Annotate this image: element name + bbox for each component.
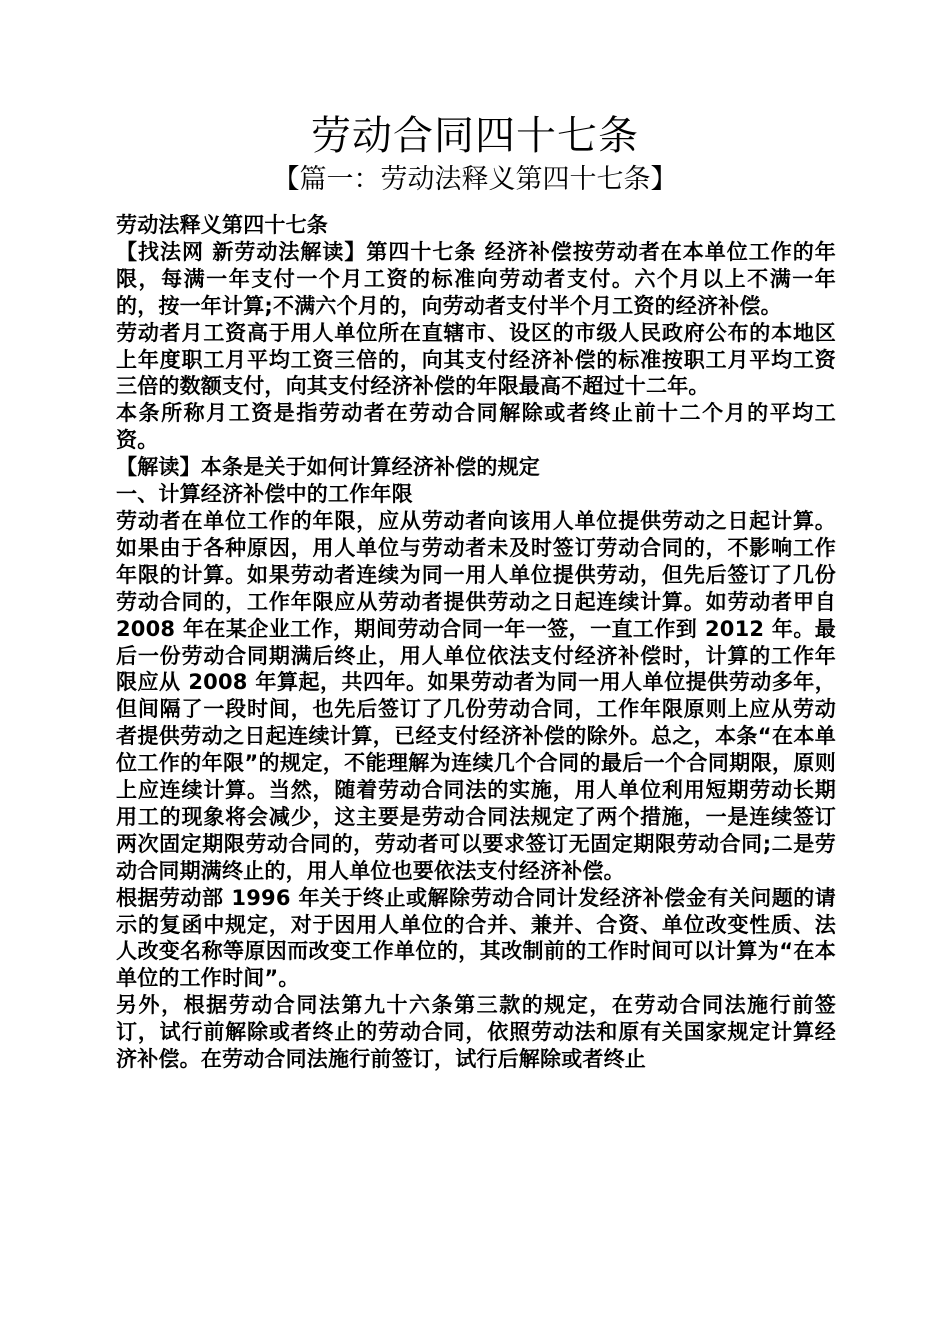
paragraph: 【找法网 新劳动法解读】第四十七条 经济补偿按劳动者在本单位工作的年限，每满一年支付一个月工资的标准向劳动者支付。六个月以上不满一年的，按一年计算;不满六个月的，向劳动者支付半个月工资的经济补偿。 [116, 239, 836, 318]
document-title: 劳动合同四十七条 [311, 113, 639, 159]
paragraph-heading: 劳动法释义第四十七条 [116, 213, 328, 237]
paragraph: 劳动者月工资高于用人单位所在直辖市、设区的市级人民政府公布的本地区上年度职工月平均工资三倍的，向其支付经济补偿的标准按职工月平均工资三倍的数额支付，向其支付经济补偿的年限最高不超过十二年。 [116, 320, 836, 399]
paragraph: 根据劳动部 1996 年关于终止或解除劳动合同计发经济补偿金有关问题的请示的复函中规定，对于因用人单位的合并、兼并、合资、单位改变性质、法人改变名称等原因而改变工作单位的，其改制前的工作时间可以计算为“在本单位的工作时间”。 [116, 885, 836, 991]
paragraph: 另外，根据劳动合同法第九十六条第三款的规定，在劳动合同法施行前签订，试行前解除或者终止的劳动合同，依照劳动法和原有关国家规定计算经济补偿。在劳动合同法施行前签订，试行后解除或者终止 [116, 993, 836, 1072]
paragraph-interpretation-heading: 【解读】本条是关于如何计算经济补偿的规定 [116, 455, 540, 480]
document-body [116, 212, 836, 1073]
document-subtitle: 【篇一：劳动法释义第四十七条】 [272, 164, 678, 195]
section-heading: 一、计算经济补偿中的工作年限 [116, 482, 413, 507]
paragraph: 本条所称月工资是指劳动者在劳动合同解除或者终止前十二个月的平均工资。 [116, 401, 836, 453]
paragraph: 劳动者在单位工作的年限，应从劳动者向该用人单位提供劳动之日起计算。如果由于各种原因，用人单位与劳动者未及时签订劳动合同的，不影响工作年限的计算。如果劳动者连续为同一用人单位提供劳动，但先后签订了几份劳动合同的，工作年限应从劳动者提供劳动之日起连续计算。如劳动者甲自 2008 年在某企业工作，期间劳动合同一年一签，一直工作到 2012 年。最后一份劳动合同期满后终止，用人单位依法支付经济补偿时，计算的工作年限应从 2008 年算起，共四年。如果劳动者为同一用人单位提供劳动多年，但间隔了一段时间，也先后签订了几份劳动合同，工作年限原则上应从劳动者提供劳动之日起连续计算，已经支付经济补偿的除外。总之，本条“在本单位工作的年限”的规定，不能理解为连续几个合同的最后一个合同期限，原则上应连续计算。当然，随着劳动合同法的实施，用人单位利用短期劳动长期用工的现象将会减少，这主要是劳动合同法规定了两个措施，一是连续签订两次固定期限劳动合同的，劳动者可以要求签订无固定期限劳动合同;二是劳动合同期满终止的，用人单位也要依法支付经济补偿。 [116, 508, 836, 883]
